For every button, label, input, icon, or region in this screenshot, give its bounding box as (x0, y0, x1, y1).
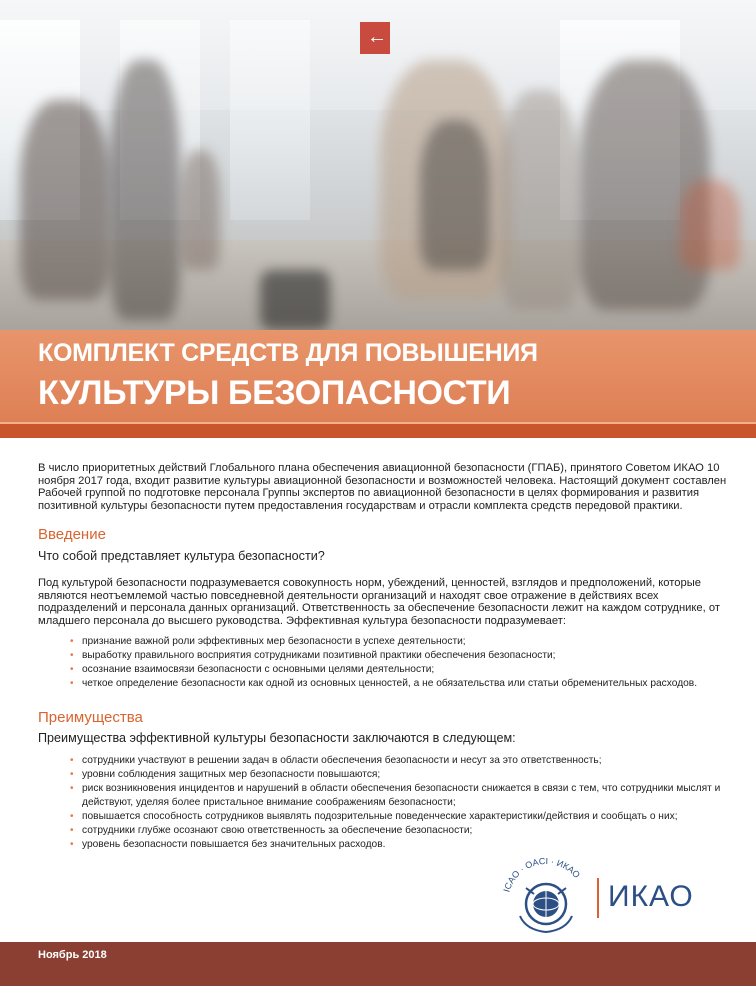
footer-date: Ноябрь 2018 (38, 949, 107, 961)
list-item: • риск возникновения инцидентов и нарушений в области обеспечения безопасности снижается в связи с тем, что сотрудники мыслят и действуют, уделяя более пристальное внимание соображениям безопасности; (70, 782, 730, 810)
left-arrow-icon: ← (367, 26, 387, 48)
footer-bar (0, 942, 756, 986)
list-item: • сотрудники глубже осознают свою ответственность за обеспечение безопасности; (70, 824, 730, 838)
section-paragraph: Под культурой безопасности подразумевается совокупность норм, убеждений, ценностей, взглядов и предположений, которые являются неотъемлемой частью повседневной деятельности организаций и находят свое отражение в действиях всех подразделений и персонала данных организаций. Ответственность за обеспечение безопасности лежит на каждом сотруднике, от младшего персонала до высшего руководства. Эффективная культура безопасности подразумевает: (38, 577, 720, 627)
section2-bullet-list (70, 754, 730, 852)
list-item: • сотрудники участвуют в решении задач в области обеспечения безопасности и несут за это ответственность; (70, 754, 730, 768)
hero-person-blur (500, 90, 580, 310)
list-item: • выработку правильного восприятия сотрудниками позитивной практики обеспечения безопасности; (70, 649, 730, 663)
section-heading-benefits: Преимущества (38, 709, 143, 726)
section-question: Что собой представляет культура безопасности? (38, 549, 325, 563)
icao-emblem-icon (496, 858, 596, 938)
hero-suitcase-blur (260, 270, 330, 330)
list-item: • осознание взаимосвязи безопасности с основными целями деятельности; (70, 663, 730, 677)
list-item: • уровни соблюдения защитных мер безопасности повышаются; (70, 768, 730, 782)
section1-bullet-list (70, 635, 730, 691)
hero-window (230, 20, 310, 220)
list-item: • повышается способность сотрудников выявлять подозрительные поведенческие характеристики/действия и сообщать о них; (70, 810, 730, 824)
list-item: • признание важной роли эффективных мер безопасности в успехе деятельности; (70, 635, 730, 649)
hero-person-blur (680, 180, 740, 270)
intro-paragraph: В число приоритетных действий Глобального плана обеспечения авиационной безопасности (ГПАБ), принятого Советом ИКАО 10 ноября 2017 года, входит развитие культуры авиационной безопасности и возможностей человека. Настоящий документ составлен Рабочей группой по подготовке персонала Группы экспертов по авиационной безопасности в целях формирования и развития позитивной культуры безопасности путем предоставления государствам и отрасли комплекта средств передовой практики. (38, 462, 727, 512)
hero-person-blur (20, 100, 110, 300)
list-item: • уровень безопасности повышается без значительных расходов. (70, 838, 730, 852)
section-lead: Преимущества эффективной культуры безопасности заключаются в следующем: (38, 731, 516, 745)
icao-name: ИКАО (608, 880, 694, 913)
hero-photo (0, 0, 756, 330)
logo-divider (597, 878, 599, 918)
page-title-line1: КОМПЛЕКТ СРЕДСТВ ДЛЯ ПОВЫШЕНИЯ (38, 339, 538, 367)
section-heading-introduction: Введение (38, 526, 106, 543)
svg-text:ICAO · OACI · ИКАО (501, 858, 582, 893)
hero-person-blur (110, 60, 180, 320)
emblem-text: ICAO · OACI · ИКАО (501, 858, 583, 894)
page-title-line2: КУЛЬТУРЫ БЕЗОПАСНОСТИ (38, 374, 511, 412)
hero-person-blur (420, 120, 490, 270)
hero-person-blur (180, 150, 220, 270)
band-stripe (0, 424, 756, 438)
list-item: • четкое определение безопасности как одной из основных ценностей, а не обязательства или статьи обременительных расходов. (70, 677, 730, 691)
